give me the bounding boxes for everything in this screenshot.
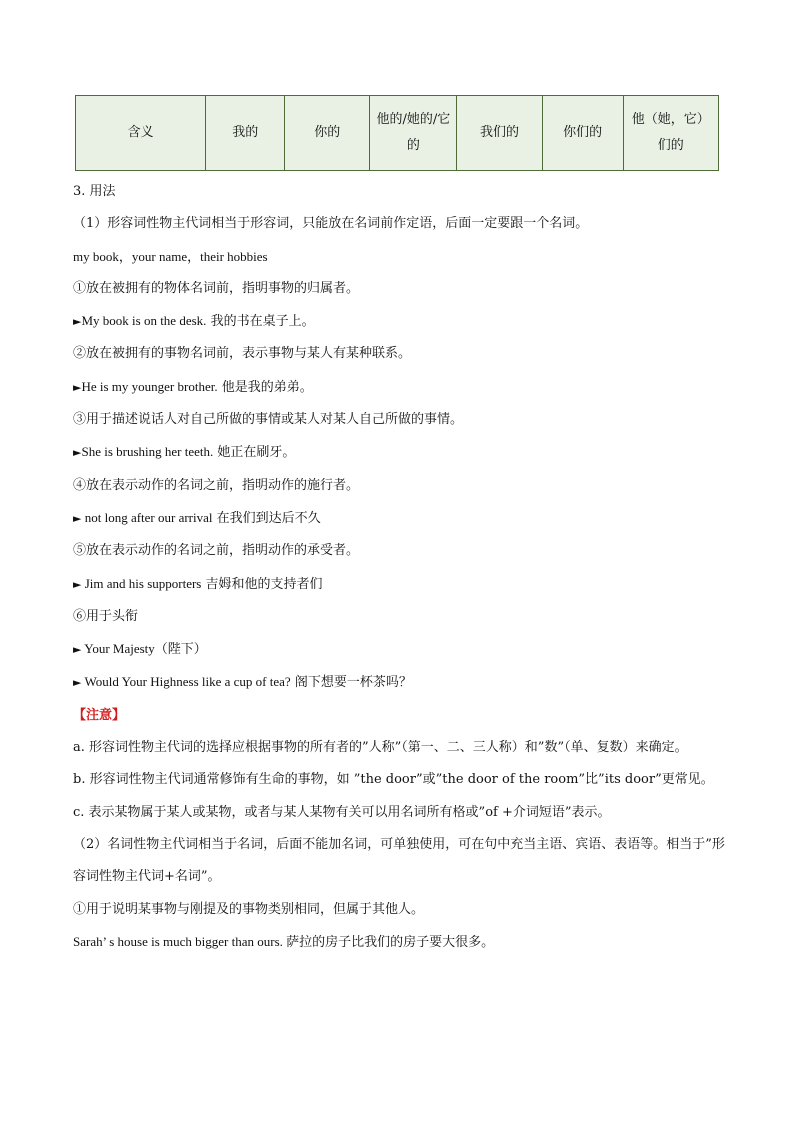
usage-item-2: ②放在被拥有的事物名词前，表示事物与某人有某种联系。	[73, 346, 412, 362]
arrow-icon: ►	[73, 315, 82, 329]
usage-item-6: ⑥用于头衔	[73, 608, 139, 624]
example-english: Would Your Highness like a cup of tea?	[81, 674, 291, 690]
example-chinese: 他是我的弟弟。	[221, 379, 313, 395]
table-row	[76, 96, 719, 171]
usage2-example-1: Sarah’ s house is much bigger than ours. 萨拉的房子比我们的房子要大很多。	[73, 933, 495, 949]
table-cell-your: 你的	[285, 96, 370, 171]
example-line-2	[73, 371, 728, 404]
example-chinese: 吉姆和他的支持者们	[205, 576, 323, 592]
note-b: b. 形容词性物主代词通常修饰有生命的事物，如 ”the door”或”the door of the room”比”its door”更常见。	[73, 772, 714, 788]
usage2-item-1: ①用于说明某事物与刚提及的事物类别相同，但属于其他人。	[73, 901, 425, 917]
arrow-icon: ►	[73, 511, 82, 525]
paragraph-usage-2: （2）名词性物主代词相当于名词，后面不能加名词，可单独使用，可在句中充当主语、宾语、表语等。相当于”形容词性物主代词+名词”。	[73, 836, 725, 885]
example-line-4	[73, 502, 728, 535]
example-line-1	[73, 305, 728, 338]
arrow-icon: ►	[73, 446, 82, 460]
example-english: My book is on the desk.	[81, 313, 207, 329]
example-line-5	[73, 568, 728, 601]
usage-item-1: ①放在被拥有的物体名词前，指明事物的归属者。	[73, 280, 360, 296]
example-line-6a	[73, 633, 728, 666]
paragraph-usage-1: （1）形容词性物主代词相当于形容词，只能放在名词前作定语，后面一定要跟一个名词。	[73, 216, 589, 232]
example-english: not long after our arrival	[81, 509, 213, 525]
note-a: a. 形容词性物主代词的选择应根据事物的所有者的”人称”（第一、二、三人称）和”数”（单、复数）来确定。	[73, 740, 688, 756]
example-chinese: 阁下想要一杯茶吗？	[294, 675, 412, 691]
example-english: Your Majesty（陛下）	[81, 641, 207, 657]
arrow-icon: ►	[73, 676, 82, 690]
example-english: She is brushing her teeth.	[81, 444, 214, 460]
table-cell-their: 他（她，它）们的	[623, 96, 718, 171]
example-english: Jim and his supporters	[81, 575, 202, 591]
arrow-icon: ►	[73, 643, 82, 657]
section-heading: 3. 用法	[73, 184, 116, 199]
usage-item-3: ③用于描述说话人对自己所做的事情或某人对某人自己所做的事情。	[73, 412, 464, 428]
table-cell-our: 我们的	[457, 96, 542, 171]
document-body	[73, 176, 728, 958]
usage-item-4: ④放在表示动作的名词之前，指明动作的施行者。	[73, 477, 360, 493]
table-cell-meaning: 含义	[76, 96, 206, 171]
usage-item-5: ⑤放在表示动作的名词之前，指明动作的承受者。	[73, 543, 360, 559]
arrow-icon: ►	[73, 577, 82, 591]
note-label: 【注意】	[73, 707, 126, 723]
example-line-6b	[73, 666, 728, 699]
example-chinese: 我的书在桌子上。	[210, 314, 315, 330]
note-c: c. 表示某物属于某人或某物，或者与某人某物有关可以用名词所有格或”of +介词短语”表示。	[73, 804, 611, 820]
example-english: He is my younger brother.	[81, 378, 218, 394]
example-phrases: my book，your name，their hobbies	[73, 248, 268, 264]
pronoun-meaning-table	[75, 95, 719, 171]
example-chinese: 她正在刷牙。	[217, 445, 296, 461]
table-cell-his-her-its: 他的/她的/它的	[370, 96, 457, 171]
example-chinese: 在我们到达后不久	[216, 510, 321, 526]
table-cell-your-plural: 你们的	[542, 96, 623, 171]
example-line-3	[73, 436, 728, 469]
arrow-icon: ►	[73, 380, 82, 394]
table-cell-my: 我的	[206, 96, 285, 171]
